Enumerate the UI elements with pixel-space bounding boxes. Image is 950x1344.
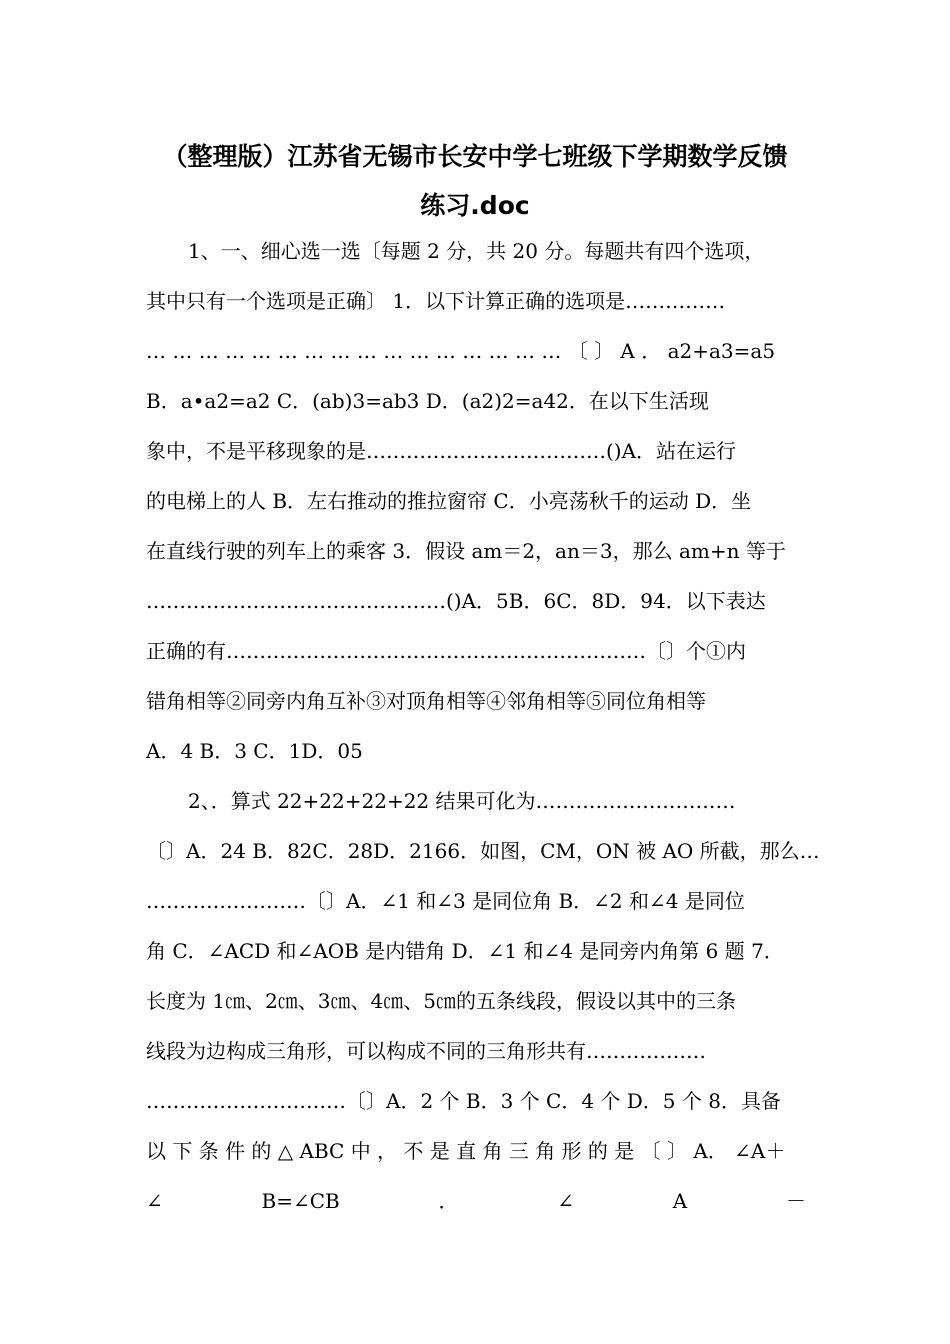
paragraph-line-6: 的电梯上的人 B．左右推动的推拉窗帘 C．小亮荡秋千的运动 D．坐 (146, 489, 752, 513)
paragraph-line-20 (146, 1186, 806, 1216)
paragraph-line-3: … … … … … … … … … … … … … … … … 〔 〕 A ． a2+a3=a5 (146, 339, 776, 363)
paragraph-line-1: 1、一、细心选一选〔每题 2 分，共 20 分。每题共有四个选项， (188, 239, 765, 263)
line-20-part-3: ． (438, 1189, 459, 1213)
paragraph-line-8: ………………………………………()A．5B．6C．8D．94．以下表达 (146, 589, 766, 613)
paragraph-line-18: …………………………〔〕A．2 个 B．3 个 C．4 个 D．5 个 8．具备 (146, 1089, 781, 1113)
line-20-part-6: － (785, 1189, 806, 1213)
paragraph-line-11: A．4 B．3 C．1D．05 (146, 739, 363, 763)
line-20-part-5: A (672, 1189, 688, 1213)
paragraph-line-17: 线段为边构成三角形，可以构成不同的三角形共有……………… (146, 1039, 706, 1063)
paragraph-line-9: 正确的有………………………………………………………〔〕个①内 (146, 639, 746, 663)
line-20-part-4: ∠ (557, 1189, 574, 1213)
paragraph-line-12: 2、．算式 22+22+22+22 结果可化为………………………… (188, 789, 736, 813)
line-20-part-1: ∠ (146, 1189, 163, 1213)
document-title-line-1: （整理版）江苏省无锡市长安中学七班级下学期数学反馈 (162, 142, 788, 171)
paragraph-line-14: ……………………〔〕A．∠1 和∠3 是同位角 B．∠2 和∠4 是同位 (146, 889, 745, 913)
paragraph-line-2: 其中只有一个选项是正确〕 1．以下计算正确的选项是…………… (146, 289, 726, 313)
paragraph-line-19: 以 下 条 件 的 △ ABC 中 ， 不 是 直 角 三 角 形 的 是 〔 〕 A． ∠A＋ (146, 1139, 786, 1163)
paragraph-line-16: 长度为 1㎝、2㎝、3㎝、4㎝、5㎝的五条线段，假设以其中的三条 (146, 989, 736, 1013)
paragraph-line-15: 角 C．∠ACD 和∠AOB 是内错角 D．∠1 和∠4 是同旁内角第 6 题 7． (146, 939, 784, 963)
paragraph-line-7: 在直线行驶的列车上的乘客 3．假设 am＝2，an＝3，那么 am+n 等于 (146, 539, 786, 563)
line-20-part-2: B=∠CB (261, 1189, 340, 1213)
paragraph-line-13: 〔〕A．24 B．82C．28D．2166．如图，CM，ON 被 AO 所截，那么… (146, 839, 820, 863)
paragraph-line-4: B．a•a2=a2 C．(ab)3=ab3 D．(a2)2=a42．在以下生活现 (146, 389, 709, 413)
paragraph-line-10: 错角相等②同旁内角互补③对顶角相等④邻角相等⑤同位角相等 (146, 689, 706, 713)
document-title-line-2: 练习.doc (420, 191, 530, 220)
paragraph-line-5: 象中，不是平移现象的是………………………………()A．站在运行 (146, 439, 737, 463)
